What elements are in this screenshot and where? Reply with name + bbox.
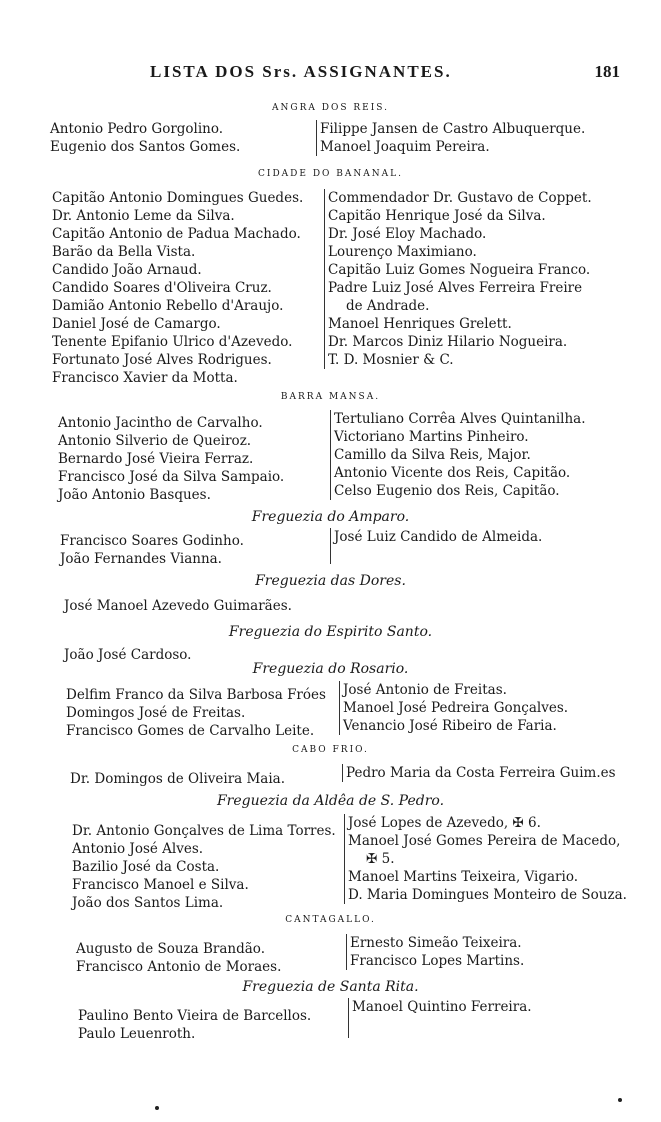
subscriber-name: Antonio José Alves. [72, 841, 204, 857]
subscriber-list-cantagallo-left [76, 940, 281, 976]
subscriber-name-continuation: de Andrade. [346, 298, 430, 314]
subscriber-list-santa-rita-right [348, 998, 532, 1038]
section-heading-aldea: Freguezia da Aldêa de S. Pedro. [216, 793, 445, 809]
subscriber-name: Pedro Maria da Costa Ferreira Guim.es [346, 765, 616, 781]
subscriber-name: João dos Santos Lima. [72, 895, 224, 911]
subscriber-name: Candido João Arnaud. [52, 262, 202, 278]
subscriber-name: Francisco Antonio de Moraes. [76, 959, 282, 975]
subscriber-list-amparo-right [330, 528, 542, 564]
subscriber-name: Capitão Luiz Gomes Nogueira Franco. [328, 262, 591, 278]
subscriber-list-dores [64, 597, 292, 615]
subscriber-name: Domingos José de Freitas. [66, 705, 246, 721]
subscriber-list-santa-rita-left [78, 1007, 311, 1043]
subscriber-name: José Luiz Candido de Almeida. [334, 529, 543, 545]
subscriber-name: Bazilio José da Costa. [72, 859, 220, 875]
subscriber-list-cabo-frio-right [342, 764, 616, 782]
section-heading-rosario: Freguezia do Rosario. [252, 661, 409, 677]
subscriber-name: Delfim Franco da Silva Barbosa Fróes [66, 687, 326, 703]
page-number: 181 [594, 62, 620, 81]
subscriber-name: Antonio Pedro Gorgolino. [50, 121, 224, 137]
subscriber-name: Capitão Antonio Domingues Guedes. [52, 190, 304, 206]
subscriber-name: Eugenio dos Santos Gomes. [50, 139, 241, 155]
subscriber-name: Bernardo José Vieira Ferraz. [58, 451, 254, 467]
subscriber-name: Antonio Silverio de Queiroz. [58, 433, 252, 449]
subscriber-name: Manoel Quintino Ferreira. [352, 999, 532, 1015]
subscriber-name: Victoriano Martins Pinheiro. [334, 429, 529, 445]
section-heading-dores: Freguezia das Dores. [255, 573, 406, 589]
subscriber-name: Fortunato José Alves Rodrigues. [52, 352, 272, 368]
section-heading-bananal: CIDADE DO BANANAL. [258, 169, 403, 179]
subscriber-name: Candido Soares d'Oliveira Cruz. [52, 280, 272, 296]
subscriber-name: Manoel José Gomes Pereira de Macedo, [348, 833, 621, 849]
subscriber-name: Damião Antonio Rebello d'Araujo. [52, 298, 284, 314]
section-heading-cantagallo: CANTAGALLO. [285, 915, 376, 925]
subscriber-name: Augusto de Souza Brandão. [76, 941, 265, 957]
subscriber-name: Capitão Antonio de Padua Machado. [52, 226, 301, 242]
subscriber-name: Dr. Domingos de Oliveira Maia. [70, 771, 286, 787]
subscriber-name: Francisco José da Silva Sampaio. [58, 469, 285, 485]
subscriber-list-barra-mansa-left [58, 414, 284, 504]
subscriber-name: T. D. Mosnier & C. [328, 352, 454, 368]
subscriber-name: D. Maria Domingues Monteiro de Souza. [348, 887, 627, 903]
subscriber-list-rosario-right [339, 681, 568, 735]
subscriber-list-barra-mansa-right [330, 410, 586, 500]
subscriber-name: João Fernandes Vianna. [60, 551, 222, 567]
page-title: LISTA DOS Srs. ASSIGNANTES. [150, 62, 452, 81]
subscriber-name: Venancio José Ribeiro de Faria. [343, 718, 557, 734]
section-heading-angra: ANGRA DOS REIS. [272, 103, 389, 113]
subscriber-name: Dr. Antonio Gonçalves de Lima Torres. [72, 823, 336, 839]
section-heading-espirito-santo: Freguezia do Espirito Santo. [228, 624, 433, 640]
subscriber-list-bananal-left [52, 189, 303, 387]
subscriber-name: Camillo da Silva Reis, Major. [334, 447, 531, 463]
subscriber-name: Celso Eugenio dos Reis, Capitão. [334, 483, 560, 499]
print-speck [155, 1106, 159, 1110]
subscriber-list-aldea-left [72, 822, 336, 912]
subscriber-name: Dr. Antonio Leme da Silva. [52, 208, 235, 224]
subscriber-name: Francisco Soares Godinho. [60, 533, 244, 549]
section-heading-amparo: Freguezia do Amparo. [251, 509, 410, 525]
subscriber-name: Manoel Martins Teixeira, Vigario. [348, 869, 579, 885]
subscriber-list-rosario-left [66, 686, 326, 740]
subscriber-name: Francisco Xavier da Motta. [52, 370, 238, 386]
subscriber-name: Daniel José de Camargo. [52, 316, 221, 332]
subscriber-list-angra-left [50, 120, 240, 156]
print-speck [618, 1098, 622, 1102]
subscriber-name-continuation: ✠ 5. [366, 851, 395, 867]
subscriber-name: Filippe Jansen de Castro Albuquerque. [320, 121, 586, 137]
subscriber-name: Francisco Gomes de Carvalho Leite. [66, 723, 315, 739]
subscriber-name: Antonio Jacintho de Carvalho. [58, 415, 263, 431]
subscriber-name: Ernesto Simeão Teixeira. [350, 935, 522, 951]
subscriber-name: Lourenço Maximiano. [328, 244, 477, 260]
subscriber-name: Tenente Epifanio Ulrico d'Azevedo. [52, 334, 293, 350]
subscriber-name: Manoel Joaquim Pereira. [320, 139, 490, 155]
subscriber-list-bananal-right [324, 189, 592, 369]
subscriber-name: Manoel Henriques Grelett. [328, 316, 512, 332]
subscriber-name: Dr. José Eloy Machado. [328, 226, 487, 242]
subscriber-name: Capitão Henrique José da Silva. [328, 208, 546, 224]
subscriber-name: Paulino Bento Vieira de Barcellos. [78, 1008, 312, 1024]
subscriber-list-amparo-left [60, 532, 244, 568]
subscriber-name: José Lopes de Azevedo, ✠ 6. [348, 815, 541, 831]
subscriber-name: Francisco Lopes Martins. [350, 953, 525, 969]
subscriber-list-angra-right [316, 120, 585, 156]
subscriber-name: Dr. Marcos Diniz Hilario Nogueira. [328, 334, 568, 350]
subscriber-name: Padre Luiz José Alves Ferreira Freire [328, 280, 583, 296]
subscriber-name: Manoel José Pedreira Gonçalves. [343, 700, 569, 716]
subscriber-name: Tertuliano Corrêa Alves Quintanilha. [334, 411, 586, 427]
subscriber-list-aldea-right [344, 814, 627, 904]
subscriber-name: João José Cardoso. [64, 647, 192, 663]
subscriber-name: João Antonio Basques. [58, 487, 211, 503]
subscriber-name: Barão da Bella Vista. [52, 244, 196, 260]
section-heading-cabo-frio: CABO FRIO. [292, 745, 369, 755]
section-heading-barra-mansa: BARRA MANSA. [280, 392, 381, 402]
subscriber-list-cantagallo-right [346, 934, 524, 970]
subscriber-name: Antonio Vicente dos Reis, Capitão. [334, 465, 571, 481]
subscriber-list-cabo-frio-left [70, 770, 285, 788]
subscriber-name: Paulo Leuenroth. [78, 1026, 196, 1042]
subscriber-name: José Antonio de Freitas. [343, 682, 507, 698]
subscriber-name: José Manoel Azevedo Guimarães. [64, 598, 292, 614]
section-heading-santa-rita: Freguezia de Santa Rita. [242, 979, 419, 995]
subscriber-name: Commendador Dr. Gustavo de Coppet. [328, 190, 592, 206]
subscriber-name: Francisco Manoel e Silva. [72, 877, 249, 893]
